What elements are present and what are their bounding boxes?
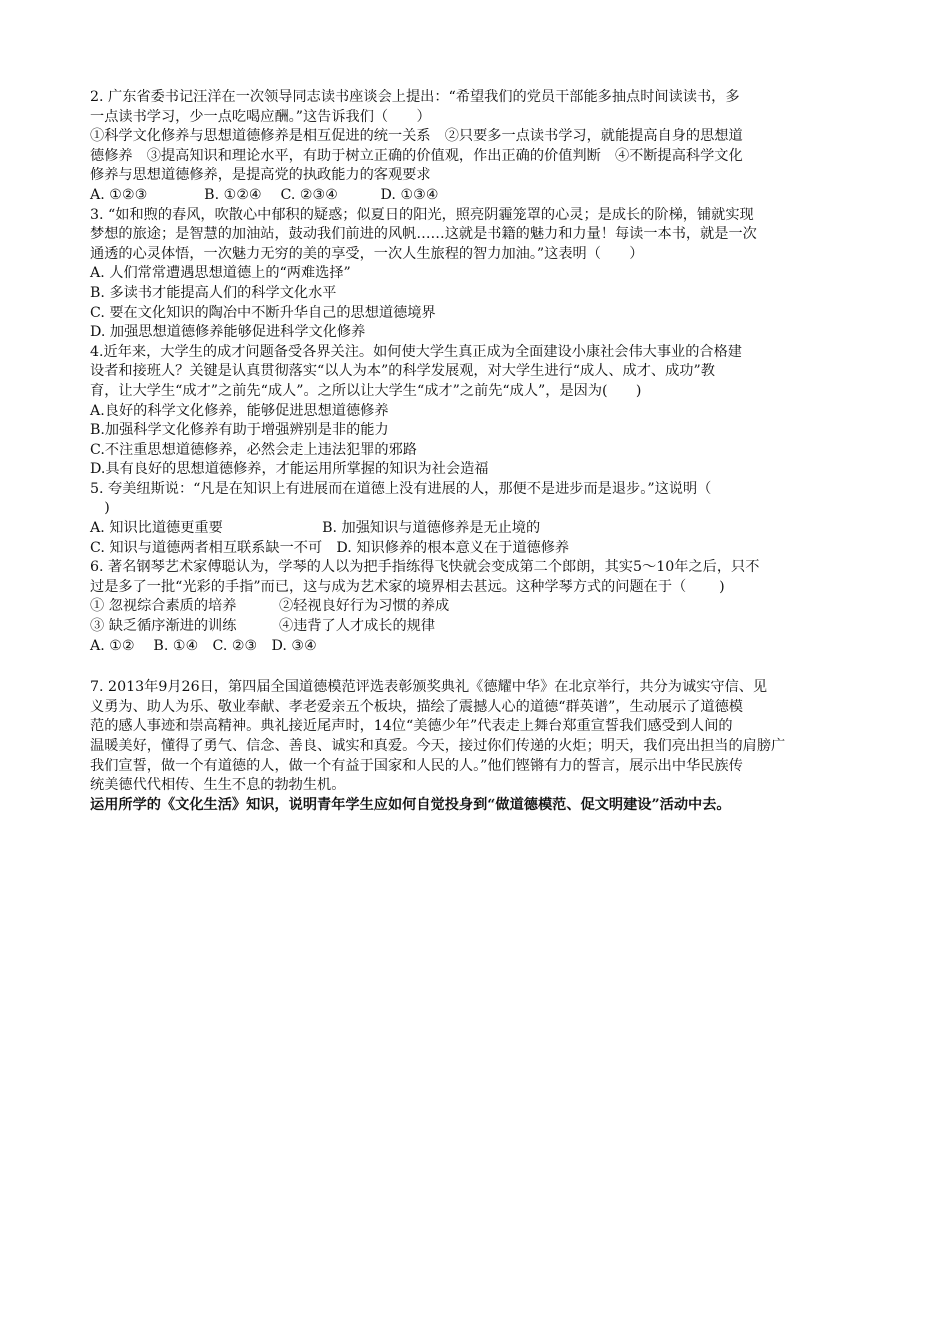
question-3-line: 3. “如和煦的春风，吹散心中郁积的疑惑；似夏日的阳光，照亮阴霾笼罩的心灵；是成长的阶梯，铺就实现 xyxy=(90,206,754,223)
question-6-statements: ① 忽视综合素质的培养 ②轻视良好行为习惯的养成 xyxy=(90,598,450,615)
question-3-option-a: A. 人们常常遭遇思想道德上的“两难选择” xyxy=(90,265,351,282)
question-2-line: 2. 广东省委书记汪洋在一次领导同志读书座谈会上提出：“希望我们的党员干部能多抽点时间读读书，多 xyxy=(90,89,740,105)
question-6-line: 过是多了一批“光彩的手指”而已，这与成为艺术家的境界相去甚远。这种学琴方式的问题在于（ ) xyxy=(90,578,725,595)
question-3-option-d: D. 加强思想道德修养能够促进科学文化修养 xyxy=(90,324,366,341)
question-7-line: 温暖美好，懂得了勇气、信念、善良、诚实和真爱。今天，接过你们传递的火炬；明天，我们亮出担当的肩膀广 xyxy=(90,738,786,754)
question-3 xyxy=(90,206,870,343)
question-4-option-d: D.具有良好的思想道德修养，才能运用所掌握的知识为社会造福 xyxy=(90,461,489,478)
question-2-line: ①科学文化修养与思想道德修养是相互促进的统一关系 ②只要多一点读书学习，就能提高自身的思想道 xyxy=(90,128,743,145)
question-4-line: 育，让大学生“成才”之前先“成人”。之所以让大学生“成才”之前先“成人”，是因为( ) xyxy=(90,382,642,399)
question-4-line: 设者和接班人？关键是认真贯彻落实“以人为本”的科学发展观，对大学生进行“成人、成才、成功”教 xyxy=(90,363,715,380)
question-5-options-cd: C. 知识与道德两者相互联系缺一不可 D. 知识修养的根本意义在于道德修养 xyxy=(90,539,570,556)
question-2-line: 修养与思想道德修养，是提高党的执政能力的客观要求 xyxy=(90,167,431,184)
question-3-option-b: B. 多读书才能提高人们的科学文化水平 xyxy=(90,284,337,301)
question-7 xyxy=(90,678,870,815)
question-6-options: A. ①② B. ①④ C. ②③ D. ③④ xyxy=(90,637,317,654)
question-5-line: ) xyxy=(90,500,110,517)
question-5-options-ab: A. 知识比道德更重要 B. 加强知识与道德修养是无止境的 xyxy=(90,520,541,537)
question-6-statements: ③ 缺乏循序渐进的训练 ④违背了人才成长的规律 xyxy=(90,618,436,635)
question-6 xyxy=(90,558,870,656)
question-3-line: 梦想的旅途；是智慧的加油站，鼓动我们前进的风帆……这就是书籍的魅力和力量！每读一本书，就是一次 xyxy=(90,226,757,243)
question-5 xyxy=(90,480,870,558)
section-spacer xyxy=(90,656,870,678)
question-2-line: 一点读书学习，少一点吃喝应酬。”这告诉我们（ ） xyxy=(90,108,431,125)
question-4-option-b: B.加强科学文化修养有助于增强辨别是非的能力 xyxy=(90,422,389,439)
question-7-line: 我们宣誓，做一个有道德的人，做一个有益于国家和人民的人。”他们铿锵有力的誓言，展示出中华民族传 xyxy=(90,757,743,774)
question-2-line: 德修养 ③提高知识和理论水平，有助于树立正确的价值观，作出正确的价值判断 ④不断提高科学文化 xyxy=(90,147,743,164)
question-3-option-c: C. 要在文化知识的陶冶中不断升华自己的思想道德境界 xyxy=(90,304,436,321)
question-3-line: 通透的心灵体悟，一次魅力无穷的美的享受，一次人生旅程的智力加油。”这表明（ ） xyxy=(90,245,644,262)
question-2 xyxy=(90,88,870,206)
question-4-option-c: C.不注重思想道德修养，必然会走上违法犯罪的邪路 xyxy=(90,441,417,458)
question-4-line: 4.近年来，大学生的成才问题备受各界关注。如何使大学生真正成为全面建设小康社会伟大事业的合格建 xyxy=(90,343,742,360)
question-7-line: 7. 2013年9月26日，第四届全国道德模范评选表彰颁奖典礼《德耀中华》在北京举行，共分为诚实守信、见 xyxy=(90,679,768,696)
document-page xyxy=(90,88,870,815)
question-7-prompt: 运用所学的《文化生活》知识，说明青年学生应如何自觉投身到“做道德模范、促文明建设”活动中去。 xyxy=(90,796,731,813)
question-6-line: 6. 著名钢琴艺术家傅聪认为，学琴的人以为把手指练得飞快就会变成第二个郎朗，其实5～10年之后，只不 xyxy=(90,559,760,576)
question-7-line: 义勇为、助人为乐、敬业奉献、孝老爱亲五个板块，描绘了震撼人心的道德“群英谱”，生动展示了道德模 xyxy=(90,698,743,715)
question-5-line: 5. 夸美纽斯说：“凡是在知识上有进展而在道德上没有进展的人，那便不是进步而是退步。”这说明（ xyxy=(90,480,712,497)
question-7-line: 范的感人事迹和崇高精神。典礼接近尾声时，14位“美德少年”代表走上舞台郑重宣誓我们感受到人间的 xyxy=(90,718,733,735)
question-2-options: A. ①②③ B. ①②④ C. ②③④ D. ①③④ xyxy=(90,186,439,203)
question-4 xyxy=(90,343,870,480)
question-7-line: 统美德代代相传、生生不息的勃勃生机。 xyxy=(90,777,346,794)
question-4-option-a: A.良好的科学文化修养，能够促进思想道德修养 xyxy=(90,402,389,419)
